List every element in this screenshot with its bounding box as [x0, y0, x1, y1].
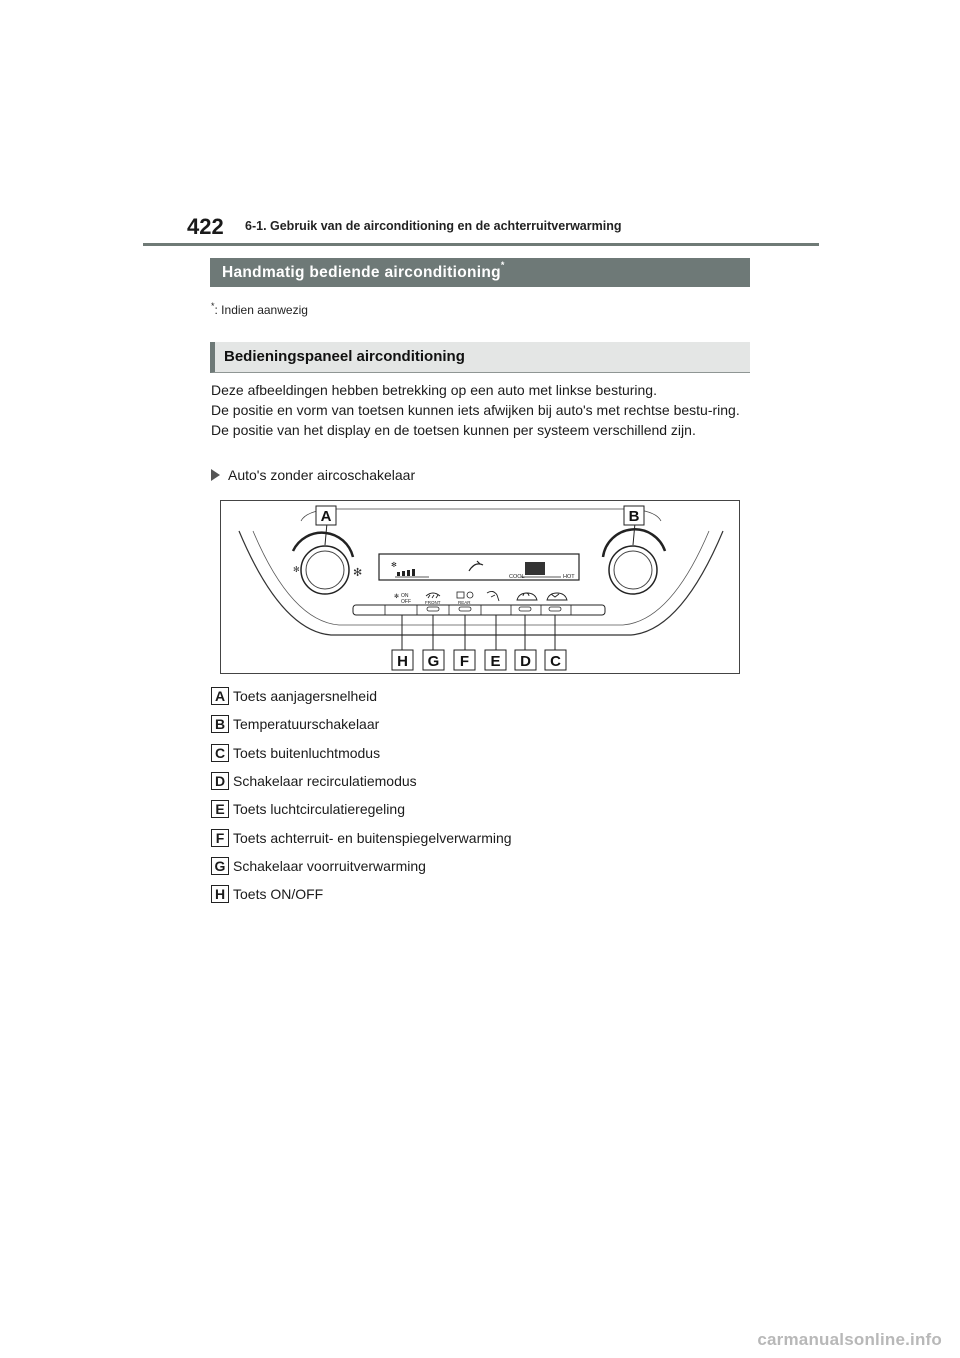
- button-off-label: OFF: [401, 599, 411, 605]
- legend-item: [211, 880, 512, 908]
- callout-d-label: D: [520, 653, 531, 670]
- panel-top-curve: [301, 509, 661, 521]
- bullet-item: [211, 467, 415, 483]
- footnote-text: : Indien aanwezig: [214, 303, 308, 317]
- watermark: carmanualsonline.info: [757, 1330, 942, 1349]
- running-head: 6-1. Gebruik van de airconditioning en de achterruitverwarming: [245, 219, 622, 233]
- power-fan-icon: ✻: [394, 593, 400, 600]
- button-front-label: FRONT: [425, 600, 441, 605]
- display-screen: [379, 554, 579, 580]
- paragraph-2: De positie en vorm van toetsen kunnen iets afwijken bij auto's met rechtse bestu-ring.: [211, 402, 740, 418]
- legend-key-a: A: [211, 687, 229, 705]
- legend-item: [211, 795, 512, 823]
- fan-knob-inner: [306, 551, 344, 589]
- temp-knob-inner: [614, 551, 652, 589]
- ac-panel-illustration: [221, 501, 741, 675]
- recirculation-icon: [517, 593, 537, 600]
- legend-key-g: G: [211, 857, 229, 875]
- paragraph-3: De positie van het display en de toetsen kunnen per systeem verschillend zijn.: [211, 422, 696, 438]
- fan-low-icon: ✻: [293, 565, 300, 574]
- callout-b-line: [633, 523, 635, 545]
- fan-bar-1: [397, 572, 400, 576]
- callout-g-label: G: [427, 653, 440, 670]
- display-cool-label: COOL: [509, 574, 525, 580]
- legend-key-d: D: [211, 772, 229, 790]
- section-heading: [210, 258, 750, 287]
- subsection-heading: Bedieningspaneel airconditioning: [210, 342, 750, 373]
- legend-key-f: F: [211, 829, 229, 847]
- rear-defrost-icon: [457, 592, 464, 598]
- legend-text: Schakelaar recirculatiemodus: [233, 773, 417, 790]
- legend-key-e: E: [211, 800, 229, 818]
- legend-text: Temperatuurschakelaar: [233, 716, 380, 733]
- bottom-callouts: [392, 650, 566, 670]
- paragraph-1: Deze afbeeldingen hebben betrekking op een auto met linkse besturing.: [211, 382, 657, 398]
- airflow-mode-icon: [487, 591, 499, 601]
- button-on-label: ON: [401, 593, 409, 599]
- fan-bar-3: [407, 570, 410, 576]
- intro-paragraphs: [211, 380, 751, 440]
- legend-text: Toets achterruit- en buitenspiegelverwarming: [233, 829, 512, 846]
- legend-list: [211, 682, 512, 908]
- display-fan-icon: ✻: [391, 561, 397, 569]
- legend-item: [211, 767, 512, 795]
- bullet-text: Auto's zonder aircoschakelaar: [228, 467, 416, 483]
- footnote-mark: *: [211, 301, 215, 311]
- legend-text: Toets buitenluchtmodus: [233, 744, 381, 761]
- callout-b-label: B: [628, 508, 640, 525]
- callout-c-label: C: [550, 653, 561, 670]
- callout-a-label: A: [320, 508, 332, 525]
- display-hot-label: HOT: [563, 574, 575, 580]
- footnote: [211, 301, 308, 317]
- legend-text: Toets ON/OFF: [233, 886, 324, 903]
- legend-text: Toets luchtcirculatieregeling: [233, 801, 405, 818]
- bullet-triangle-icon: [211, 469, 220, 481]
- button-row: [353, 605, 605, 615]
- callout-f-label: F: [459, 653, 470, 670]
- page-number: 422: [187, 214, 224, 239]
- legend-item: [211, 823, 512, 851]
- ac-panel-figure: [220, 500, 740, 674]
- callout-e-label: E: [490, 653, 501, 670]
- legend-item: [211, 710, 512, 738]
- legend-item: [211, 739, 512, 767]
- mirror-heat-icon: [467, 592, 473, 598]
- section-footnote-mark: *: [500, 260, 505, 270]
- section-heading-text: Handmatig bediende airconditioning: [222, 264, 501, 281]
- button-rear-label: REAR: [458, 600, 471, 605]
- front-defrost-icon: [426, 593, 440, 598]
- fan-high-icon: ✻: [353, 566, 363, 579]
- callout-h-label: H: [397, 653, 408, 670]
- legend-key-h: H: [211, 885, 229, 903]
- temp-level-block: [525, 562, 545, 575]
- legend-item: [211, 852, 512, 880]
- legend-item: [211, 682, 512, 710]
- header-rule: [143, 243, 819, 246]
- fan-bar-4: [412, 569, 415, 576]
- legend-text: Schakelaar voorruitverwarming: [233, 857, 426, 874]
- legend-key-c: C: [211, 744, 229, 762]
- legend-text: Toets aanjagersnelheid: [233, 688, 377, 705]
- outside-air-icon: [547, 593, 567, 600]
- legend-key-b: B: [211, 715, 229, 733]
- fan-bar-2: [402, 571, 405, 576]
